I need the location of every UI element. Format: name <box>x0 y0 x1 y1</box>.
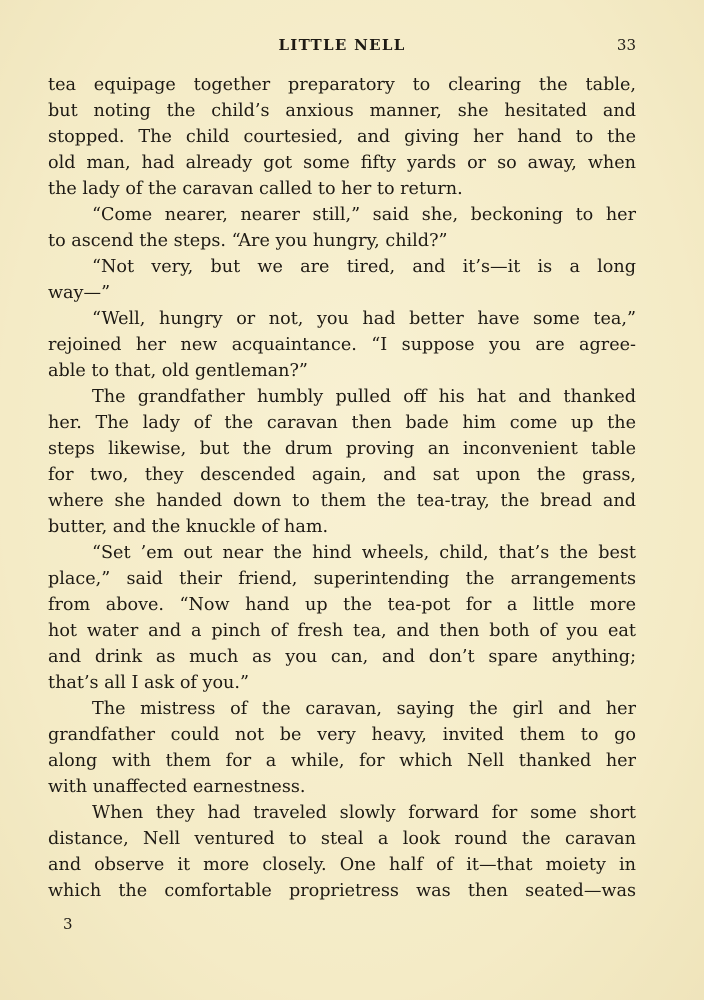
text-line: place,” said their friend, superintending the arrangements <box>48 569 636 589</box>
text-line: with unaffected earnestness. <box>48 777 306 797</box>
text-line: hot water and a pinch of fresh tea, and then both of you eat <box>48 621 636 641</box>
text-line: old man, had already got some fifty yards or so away, when <box>48 153 636 173</box>
running-head <box>48 36 636 56</box>
text-line: which the comfortable proprietress was then seated—was <box>48 881 636 901</box>
text-line: and drink as much as you can, and don’t spare anything; <box>48 647 636 667</box>
text-line: able to that, old gentleman?” <box>48 361 308 381</box>
text-line: from above. “Now hand up the tea-pot for a little more <box>48 595 636 615</box>
text-line: grandfather could not be very heavy, invited them to go <box>48 725 636 745</box>
text-line: “Not very, but we are tired, and it’s—it is a long <box>92 257 636 277</box>
signature-mark: 3 <box>63 915 73 933</box>
text-line: The grandfather humbly pulled off his hat and thanked <box>92 387 636 407</box>
text-line: and observe it more closely. One half of it—that moiety in <box>48 855 636 875</box>
text-line: When they had traveled slowly forward for some short <box>92 803 636 823</box>
running-title: LITTLE NELL <box>278 36 406 54</box>
text-line: butter, and the knuckle of ham. <box>48 517 329 537</box>
text-line: her. The lady of the caravan then bade him come up the <box>48 413 636 433</box>
body-text <box>48 72 636 904</box>
text-line: rejoined her new acquaintance. “I suppose you are agree- <box>48 335 636 355</box>
text-line: way—” <box>48 283 111 303</box>
text-line: the lady of the caravan called to her to return. <box>48 179 463 199</box>
text-line: that’s all I ask of you.” <box>48 673 249 693</box>
text-line: but noting the child’s anxious manner, she hesitated and <box>48 101 636 121</box>
text-line: along with them for a while, for which Nell thanked her <box>48 751 636 771</box>
text-line: where she handed down to them the tea-tray, the bread and <box>48 491 636 511</box>
text-line: The mistress of the caravan, saying the girl and her <box>92 699 636 719</box>
text-line: steps likewise, but the drum proving an inconvenient table <box>48 439 636 459</box>
text-line: tea equipage together preparatory to clearing the table, <box>48 75 636 95</box>
text-line: stopped. The child courtesied, and giving her hand to the <box>48 127 636 147</box>
text-line: distance, Nell ventured to steal a look round the caravan <box>48 829 636 849</box>
text-line: for two, they descended again, and sat upon the grass, <box>48 465 636 485</box>
text-line: “Well, hungry or not, you had better have some tea,” <box>92 309 636 329</box>
text-line: “Come nearer, nearer still,” said she, beckoning to her <box>92 205 636 225</box>
text-line: “Set ’em out near the hind wheels, child, that’s the best <box>92 543 636 563</box>
text-line: to ascend the steps. “Are you hungry, child?” <box>48 231 448 251</box>
page-number: 33 <box>616 36 636 54</box>
